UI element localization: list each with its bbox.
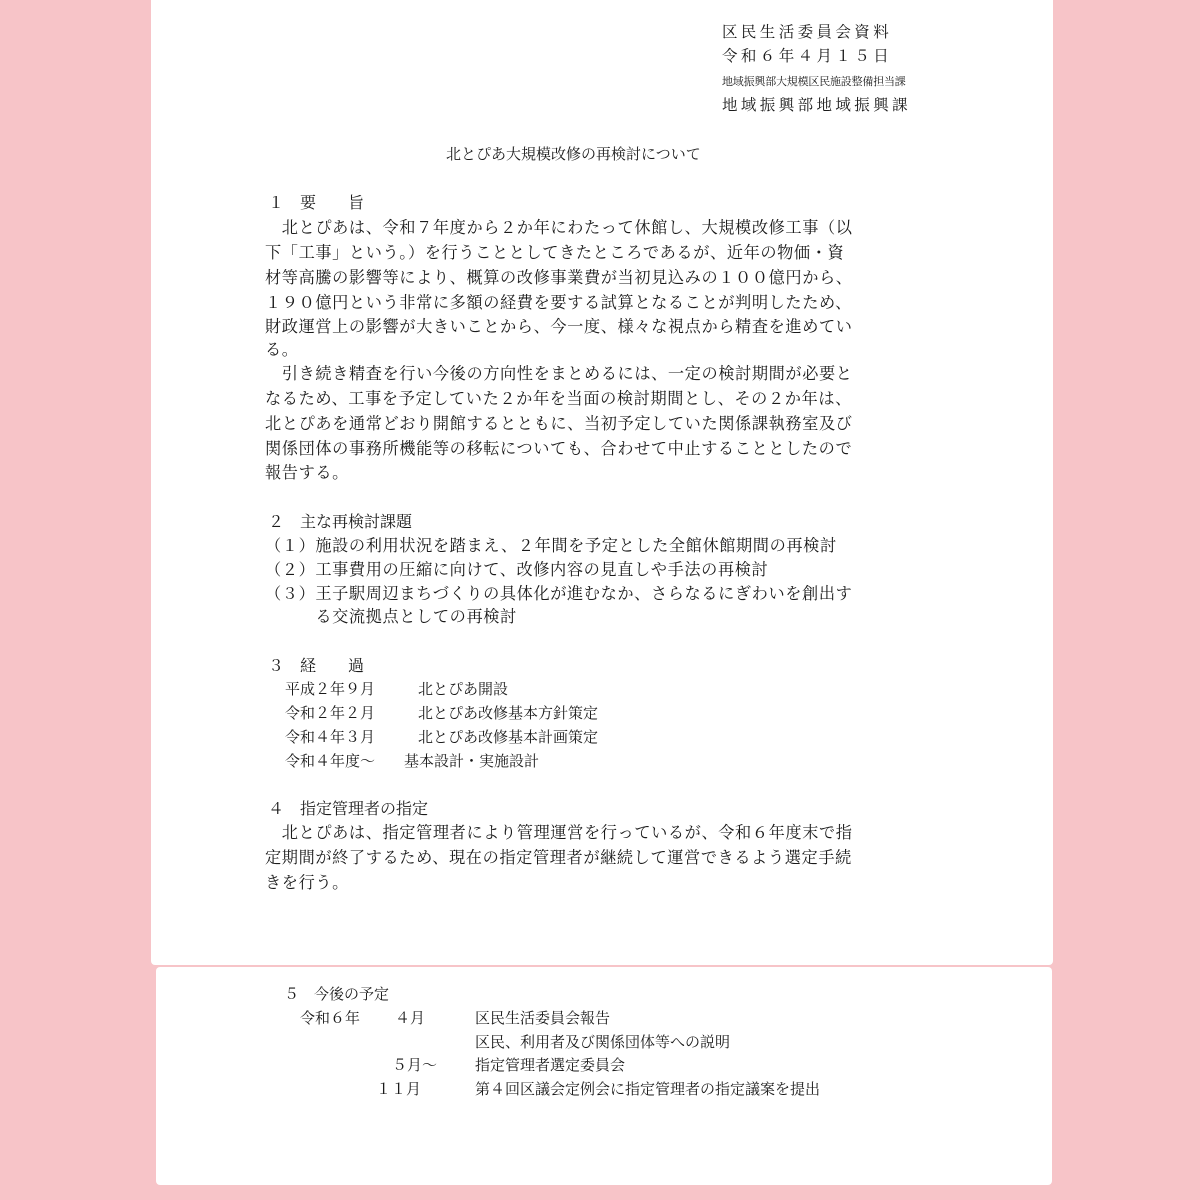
section-2-item: る交流拠点としての再検討 (265, 607, 517, 626)
history-event: 北とぴあ改修基本方針策定 (418, 704, 599, 722)
section-2-item: （１）施設の利用状況を踏まえ、２年間を予定とした全館休館期間の再検討 (265, 536, 837, 555)
section-4-heading: ４ 指定管理者の指定 (268, 799, 429, 818)
schedule-event: 第４回区議会定例会に指定管理者の指定議案を提出 (475, 1080, 821, 1098)
section-2-item: （３）王子駅周辺まちづくりの具体化が進むなか、さらなるにぎわいを創出す (265, 584, 853, 603)
schedule-event: 区民生活委員会報告 (475, 1009, 611, 1027)
section-1-line: る。 (265, 340, 299, 359)
section-4-line: きを行う。 (265, 873, 349, 892)
section-1-line: 材等高騰の影響等により、概算の改修事業費が当初見込みの１００億円から、 (265, 268, 853, 287)
section-1-line: 北とぴあは、令和７年度から２か年にわたって休館し、大規模改修工事（以 (265, 218, 853, 237)
history-event: 北とぴあ改修基本計画策定 (418, 728, 599, 746)
history-date: 令和４年度～ (285, 752, 376, 770)
history-date: 令和４年３月 (285, 728, 376, 746)
section-4-line: 定期間が終了するため、現在の指定管理者が継続して運営できるよう選定手続 (265, 848, 852, 867)
history-date: 平成２年９月 (285, 680, 376, 698)
history-event: 基本設計・実施設計 (404, 752, 540, 770)
section-1-line: １９０億円という非常に多額の経費を要する試算となることが判明したため、 (265, 293, 852, 312)
section-1-line: なるため、工事を予定していた２か年を当面の検討期間とし、その２か年は、 (265, 389, 852, 408)
schedule-month: １１月 (376, 1080, 422, 1098)
section-5-heading: ５ 今後の予定 (284, 985, 390, 1003)
section-1-line: 財政運営上の影響が大きいことから、今一度、様々な視点から精査を進めてい (265, 317, 853, 336)
section-1-line: 北とぴあを通常どおり開館するとともに、当初予定していた関係課執務室及び (265, 414, 853, 433)
header-date: 令和６年４月１５日 (722, 47, 893, 65)
history-event: 北とぴあ開設 (418, 680, 509, 698)
schedule-event: 区民、利用者及び関係団体等への説明 (475, 1033, 731, 1051)
section-1-line: 引き続き精査を行い今後の方向性をまとめるには、一定の検討期間が必要と (265, 364, 853, 383)
schedule-year: 令和６年 (300, 1009, 361, 1027)
section-1-heading: １ 要 旨 (268, 193, 365, 212)
section-1-line: 報告する。 (265, 463, 349, 482)
section-4-line: 北とぴあは、指定管理者により管理運営を行っているが、令和６年度末で指 (265, 823, 853, 842)
history-date: 令和２年２月 (285, 704, 376, 722)
header-dept-small: 地域振興部大規模区民施設整備担当課 (722, 75, 906, 88)
document-title: 北とぴあ大規模改修の再検討について (446, 145, 701, 163)
schedule-month: ５月～ (392, 1056, 438, 1074)
header-committee: 区民生活委員会資料 (722, 23, 893, 41)
section-3-heading: ３ 経 過 (268, 656, 365, 675)
section-2-heading: ２ 主な再検討課題 (268, 512, 413, 531)
section-1-line: 関係団体の事務所機能等の移転についても、合わせて中止することとしたので (265, 439, 853, 458)
schedule-month: ４月 (395, 1009, 426, 1027)
schedule-event: 指定管理者選定委員会 (475, 1056, 626, 1074)
header-dept: 地域振興部地域振興課 (722, 96, 912, 114)
section-1-line: 下「工事」という。）を行うこととしてきたところであるが、近年の物価・資 (265, 243, 845, 262)
section-2-item: （２）工事費用の圧縮に向けて、改修内容の見直しや手法の再検討 (265, 560, 769, 579)
